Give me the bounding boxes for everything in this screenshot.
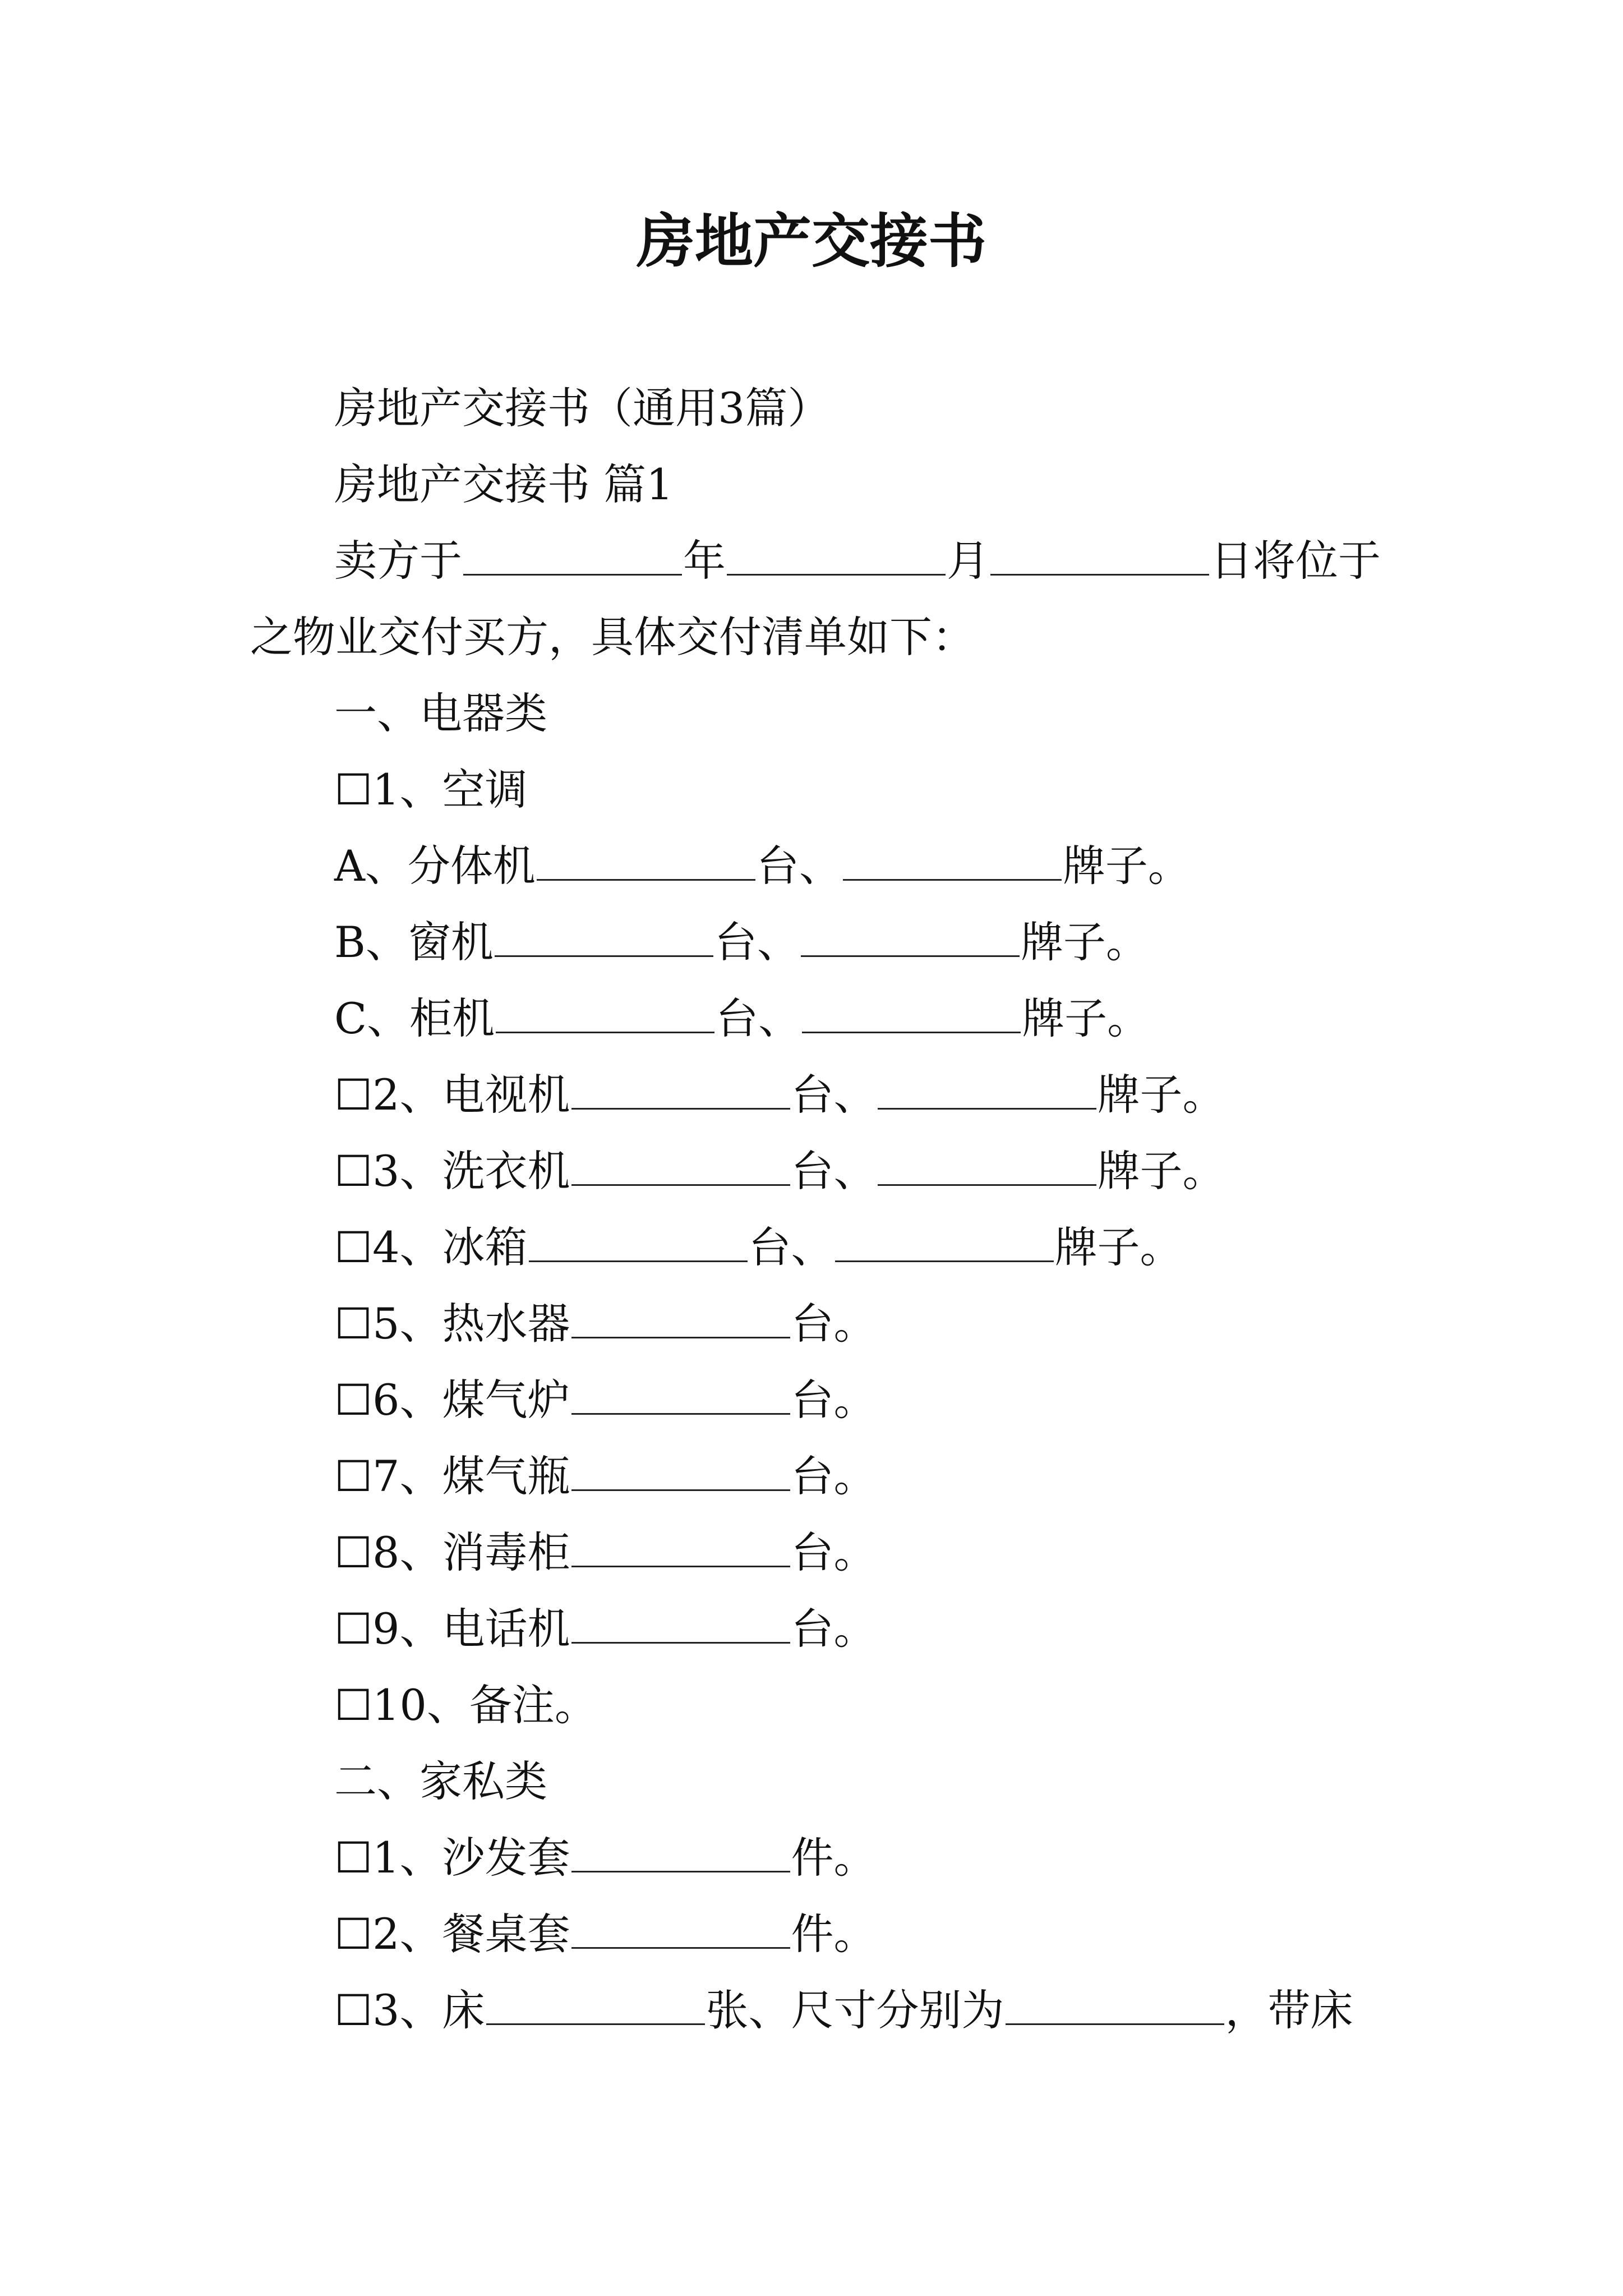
fill-in-blank[interactable] (571, 1182, 790, 1186)
document-line (250, 1591, 1389, 1667)
line-text-segment: 件。 (791, 1909, 877, 1959)
line-text-segment: 台、 (791, 1146, 877, 1196)
line-text-segment: 牌子。 (1097, 1146, 1225, 1196)
line-text-segment: 张、尺寸分别为 (706, 1985, 1004, 2035)
line-text-segment: 台。 (791, 1604, 877, 1654)
line-text: 房地产交接书 篇1 (334, 459, 674, 509)
line-text-segment: 台。 (791, 1451, 877, 1501)
line-text: 二、家私类 (334, 1756, 547, 1806)
line-text-segment: ☐8、消毒柜 (334, 1527, 570, 1577)
line-text-segment: 台。 (791, 1375, 877, 1425)
line-text-segment: A、分体机 (334, 841, 536, 891)
line-text-segment: 台、 (716, 993, 801, 1043)
line-text-segment: 卖方于 (334, 536, 462, 586)
fill-in-blank[interactable] (495, 953, 713, 957)
line-text-segment: ，带床 (1225, 1985, 1353, 2035)
line-text-segment: 台。 (791, 1527, 877, 1577)
fill-in-blank[interactable] (835, 1258, 1054, 1262)
fill-in-blank[interactable] (990, 572, 1209, 576)
document-title: 房地产交接书 (636, 206, 986, 275)
line-text-segment: 牌子。 (1022, 993, 1150, 1043)
document-line (250, 370, 1389, 447)
fill-in-blank[interactable] (496, 1029, 714, 1033)
line-text-segment: 台、 (748, 1222, 834, 1272)
line-text-segment: 牌子。 (1020, 917, 1149, 967)
document-line (250, 1820, 1389, 1896)
line-text: ☐1、空调 (334, 765, 528, 815)
line-text-segment: ☐7、煤气瓶 (334, 1451, 570, 1501)
document-line (250, 1057, 1389, 1133)
line-text: 一、电器类 (334, 688, 547, 738)
document-line (250, 1209, 1389, 1286)
document-line (250, 1743, 1389, 1820)
line-text-segment: 牌子。 (1054, 1222, 1183, 1272)
fill-in-blank[interactable] (571, 1945, 790, 1949)
fill-in-blank[interactable] (802, 1029, 1021, 1033)
fill-in-blank[interactable] (1006, 2021, 1224, 2025)
line-text-segment: 件。 (791, 1833, 877, 1883)
line-text-segment: ☐2、餐桌套 (334, 1909, 570, 1959)
fill-in-blank[interactable] (486, 2021, 705, 2025)
line-text-segment: 月 (947, 536, 989, 586)
line-text-segment: ☐9、电话机 (334, 1604, 570, 1654)
line-text-segment: 年 (683, 536, 726, 586)
document-line (250, 1972, 1389, 2049)
fill-in-blank[interactable] (529, 1258, 748, 1262)
document-line (250, 1362, 1389, 1438)
fill-in-blank[interactable] (571, 1335, 790, 1338)
fill-in-blank[interactable] (571, 1487, 790, 1491)
fill-in-blank[interactable] (571, 1640, 790, 1644)
line-text-segment: 台、 (756, 841, 842, 891)
line-text-segment: ☐2、电视机 (334, 1070, 570, 1120)
document-line (250, 447, 1389, 523)
document-line (250, 599, 1389, 675)
line-text-segment: 台。 (791, 1299, 877, 1349)
line-text: 房地产交接书（通用3篇） (334, 383, 831, 433)
line-text-segment: 牌子。 (1062, 841, 1191, 891)
line-text-segment: C、柜机 (334, 993, 495, 1043)
line-text-segment: ☐3、洗衣机 (334, 1146, 570, 1196)
document-line (250, 1133, 1389, 1209)
line-text: 之物业交付买方，具体交付清单如下： (250, 612, 975, 662)
document-line (250, 904, 1389, 981)
document-line (250, 1896, 1389, 1972)
line-text: ☐10、备注。 (334, 1680, 597, 1730)
fill-in-blank[interactable] (571, 1106, 790, 1110)
line-text-segment: ☐4、冰箱 (334, 1222, 528, 1272)
document-body (250, 370, 1389, 2049)
line-text-segment: 日将位于 (1210, 536, 1381, 586)
fill-in-blank[interactable] (537, 877, 755, 881)
fill-in-blank[interactable] (801, 953, 1020, 957)
document-line (250, 981, 1389, 1057)
document-line (250, 1286, 1389, 1362)
line-text-segment: 台、 (791, 1070, 877, 1120)
document-line (250, 1667, 1389, 1743)
line-text-segment: ☐5、热水器 (334, 1299, 570, 1349)
document-line (250, 1515, 1389, 1591)
line-text-segment: 台、 (714, 917, 800, 967)
line-text-segment: ☐6、煤气炉 (334, 1375, 570, 1425)
document-line (250, 752, 1389, 828)
document-line (250, 828, 1389, 904)
line-text-segment: B、窗机 (334, 917, 494, 967)
line-text-segment: ☐1、沙发套 (334, 1833, 570, 1883)
fill-in-blank[interactable] (571, 1411, 790, 1415)
fill-in-blank[interactable] (843, 877, 1062, 881)
fill-in-blank[interactable] (463, 572, 682, 576)
fill-in-blank[interactable] (571, 1563, 790, 1567)
fill-in-blank[interactable] (571, 1869, 790, 1872)
line-text-segment: ☐3、床 (334, 1985, 485, 2035)
fill-in-blank[interactable] (727, 572, 946, 576)
fill-in-blank[interactable] (878, 1106, 1096, 1110)
line-text-segment: 牌子。 (1097, 1070, 1225, 1120)
fill-in-blank[interactable] (878, 1182, 1096, 1186)
document-line (250, 1438, 1389, 1515)
document-line (250, 523, 1389, 599)
document-line (250, 675, 1389, 752)
